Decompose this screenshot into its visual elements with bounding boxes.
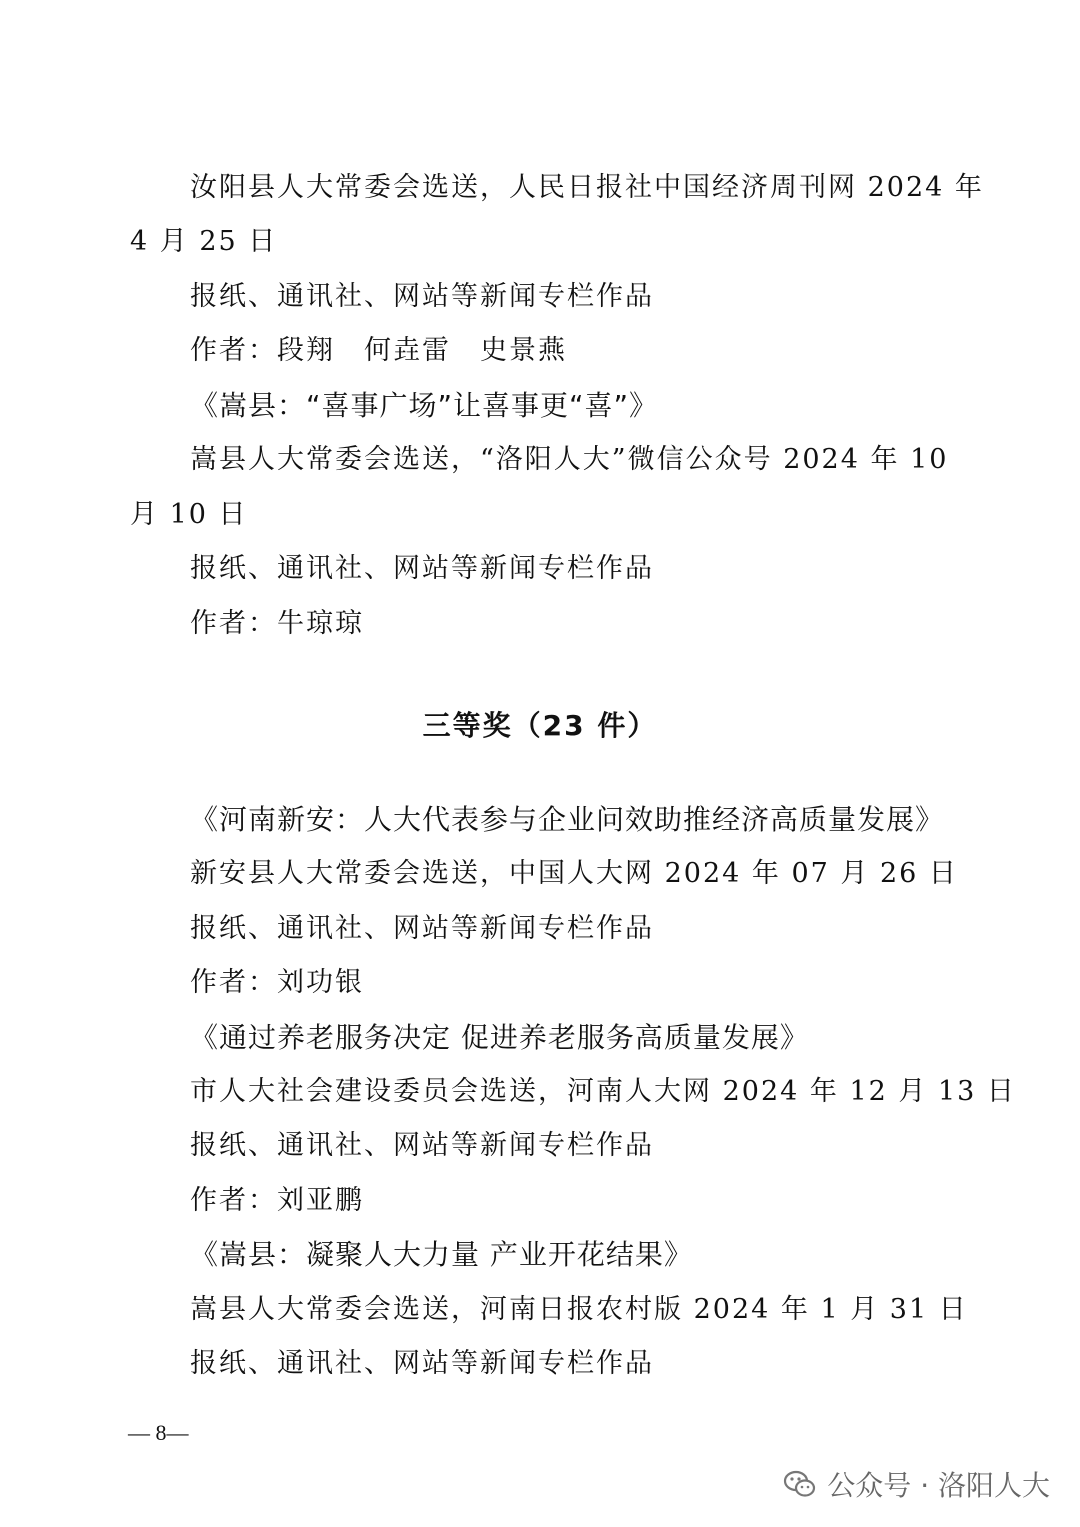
entry-title: 《嵩县：“喜事广场”让喜事更“喜”》: [190, 389, 659, 422]
entry-author: 作者：段翔 何垚雷 史景燕: [190, 335, 567, 366]
entry-author: 作者：刘亚鹏: [190, 1185, 364, 1216]
entry-title: 《通过养老服务决定 促进养老服务高质量发展》: [190, 1021, 809, 1054]
entry-source-line-1: 汝阳县人大常委会选送，人民日报社中国经济周刊网 2024 年: [190, 172, 984, 203]
watermark: [783, 1462, 1050, 1506]
entry-title: 《河南新安：人大代表参与企业问效助推经济高质量发展》: [190, 803, 945, 836]
page-number: — 8—: [128, 1420, 189, 1445]
entry-source: 市人大社会建设委员会选送，河南人大网 2024 年 12 月 13 日: [190, 1076, 1016, 1107]
entry-source: 嵩县人大常委会选送，河南日报农村版 2024 年 1 月 31 日: [190, 1294, 968, 1325]
entry-source-line-2: 月 10 日: [130, 499, 248, 530]
entry-title: 《嵩县：凝聚人大力量 产业开花结果》: [190, 1238, 693, 1271]
entry-author: 作者：刘功银: [190, 967, 364, 998]
entry-category: 报纸、通讯社、网站等新闻专栏作品: [190, 913, 654, 944]
entry-category: 报纸、通讯社、网站等新闻专栏作品: [190, 1348, 654, 1379]
entry-source-line-2: 4 月 25 日: [130, 226, 278, 257]
wechat-icon: [783, 1467, 817, 1501]
entry-source-line-1: 嵩县人大常委会选送，“洛阳人大”微信公众号 2024 年 10: [190, 444, 949, 475]
entry-category: 报纸、通讯社、网站等新闻专栏作品: [190, 1130, 654, 1161]
section-heading: 三等奖（23 件）: [422, 709, 658, 742]
entry-source: 新安县人大常委会选送，中国人大网 2024 年 07 月 26 日: [190, 858, 958, 889]
entry-author: 作者：牛琼琼: [190, 608, 364, 639]
watermark-text: 公众号 · 洛阳人大: [827, 1469, 1050, 1502]
entry-category: 报纸、通讯社、网站等新闻专栏作品: [190, 553, 654, 584]
entry-category: 报纸、通讯社、网站等新闻专栏作品: [190, 281, 654, 312]
